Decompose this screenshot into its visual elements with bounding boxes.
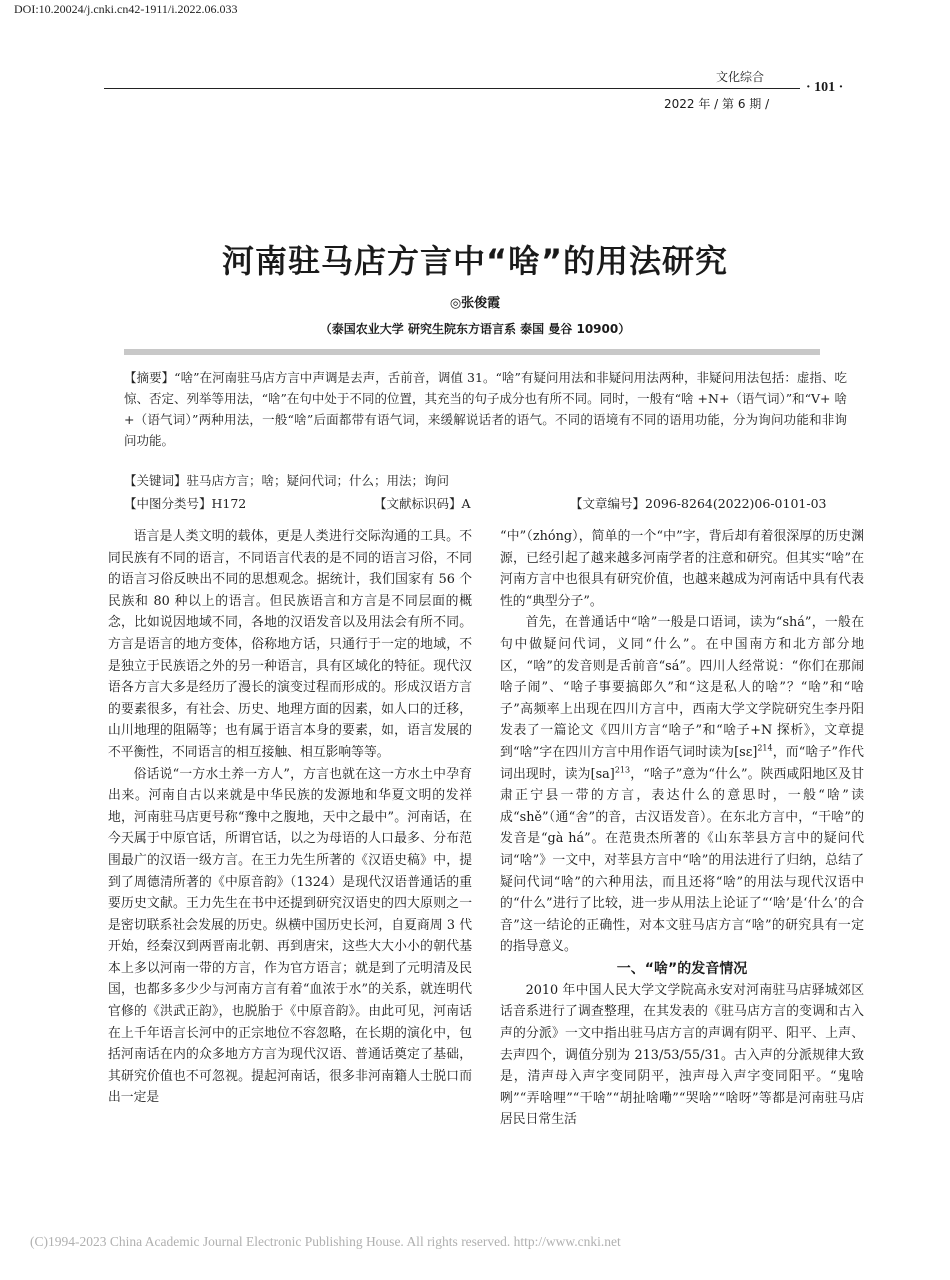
header-rule: [104, 88, 800, 89]
journal-section: 文化综合: [716, 70, 765, 84]
page-number: · 101 ·: [806, 80, 844, 95]
copyright-footer: (C)1994-2023 China Academic Journal Electronic Publishing House. All rights reserved. http://www.cnki.net: [30, 1234, 621, 1249]
body-paragraph: 首先，在普通话中“啥”一般是口语词，读为“shá”，一般在句中做疑问代词，义同“什么”。在中国南方和北方部分地区，“啥”的发音则是舌前音“sá”。四川人经常说：“你们在那闹啥子闹”、“啥子事要搞郎久”和“这是私人的啥”？“啥”和“啥子”高频率上出现在四川方言中，西南大学文学院研究生李丹阳发表了一篇论文《四川方言“啥子”和“啥子+N 探析》，文章提到“啥”字在四川方言中用作语气词时读为[sɛ]$^{214}$，而“啥子”作代词出现时，读为[sa]$^{213}$，“啥子”意为“什么”。陕西咸阳地区及甘肃正宁县一带的方言，表达什么的意思时，一般“啥”读成“shě”（通“舍”的音，古汉语发音）。在东北方言中，“干啥”的发音是“gà há”。在范贵杰所著的《山东莘县方言中的疑问代词“啥”》一文中，对莘县方言中“啥”的用法进行了归纳，总结了疑问代词“啥”的六种用法，而且还将“啥”的用法与现代汉语中的“什么”进行了比较，进一步从用法上论证了“‘啥’是‘什么’的合音”这一结论的正确性，对本文驻马店方言“啥”的研究具有一定的指导意义。: [500, 615, 864, 955]
document-code: 【文献标识码】A: [374, 496, 471, 511]
article-title: 河南驻马店方言中“啥”的用法研究: [221, 242, 729, 280]
body-paragraph: “中”（zhóng），简单的一个“中”字，背后却有着很深厚的历史渊源，已经引起了越来越多河南学者的注意和研究。但其实“啥”在河南方言中也很具有研究价值，也越来越成为河南话中具有代表性的“典型分子”。: [500, 529, 864, 609]
keywords: 【关键词】驻马店方言；啥；疑问代词；什么；用法；询问: [124, 473, 450, 488]
affiliation: （泰国农业大学 研究生院东方语言系 泰国 曼谷 10900）: [319, 322, 631, 336]
body-paragraph: 2010 年中国人民大学文学院高永安对河南驻马店驿城郊区话音系进行了调查整理，在其发表的《驻马店方言的变调和古入声的分派》一文中指出驻马店方言的声调有阴平、阳平、上声、去声四个，调值分别为 213/53/55/31。古入声的分派规律大致是，清声母入声字变同阴平，浊声母入声字变同阳平。“鬼啥咧”“弄啥哩”“干啥”“胡扯啥嘞”“哭啥”“啥呀”等都是河南驻马店居民日常生活: [500, 982, 864, 1128]
abstract: [124, 367, 847, 451]
body-column-right: [500, 526, 864, 1131]
abstract-text: 【摘要】“啥”在河南驻马店方言中声调是去声，舌前音，调值 31。“啥”有疑问用法和非疑问用法两种，非疑问用法包括：虚指、吃惊、否定、列举等用法，“啥”在句中处于不同的位置，其充当的句子成分也有所不同。同时，一般有“啥 +N+（语气词）”和“V+ 啥 +（语气词）”两种用法，一般“啥”后面都带有语气词，来缓解说话者的语气。不同的语境有不同的语用功能，分为询问功能和非询问功能。: [124, 370, 847, 448]
article-number: 【文章编号】2096-8264(2022)06-0101-03: [570, 496, 827, 511]
body-paragraph: 语言是人类文明的载体，更是人类进行交际沟通的工具。不同民族有不同的语言，不同语言代表的是不同的语言习俗，不同的语言习俗反映出不同的思想观念。据统计，我们国家有 56 个民族和 80 种以上的语言。但民族语言和方言是不同层面的概念，比如说因地域不同，各地的汉语发音以及用法会有所不同。方言是语言的地方变体，俗称地方话，只通行于一定的地域，不是独立于民族语之外的另一种语言，具有区域化的特征。现代汉语各方言大多是经历了漫长的演变过程而形成的。形成汉语方言的要素很多，有社会、历史、地理方面的因素，如人口的迁移，山川地理的阻隔等；也有属于语言本身的要素，如，语言发展的不平衡性，不同语言的相互接触、相互影响等等。: [108, 529, 472, 760]
title-divider: [124, 349, 820, 355]
doi-line: DOI:10.20024/j.cnki.cn42-1911/i.2022.06.033: [14, 2, 238, 16]
clc-number: 【中图分类号】H172: [124, 496, 247, 511]
issue-info: 2022 年 / 第 6 期 /: [664, 97, 770, 111]
body-column-left: [108, 526, 472, 1109]
author: ◎张俊霞: [449, 296, 501, 311]
section-heading: 一、“啥”的发音情况: [616, 960, 748, 977]
body-paragraph: 俗话说“一方水土养一方人”，方言也就在这一方水土中孕育出来。河南自古以来就是中华民族的发源地和华夏文明的发祥地，河南驻马店更号称“豫中之腹地，天中之最中”。河南话，在今天属于中原官话，所谓官话，以之为母语的人口最多、分布范围最广的汉语一级方言。在王力先生所著的《汉语史稿》中，提到了周德清所著的《中原音韵》（1324）是现代汉语普通话的重要历史文献。王力先生在书中还提到研究汉语史的四大原则之一是密切联系社会发展的历史。纵横中国历史长河，自夏商周 3 代开始，经秦汉到两晋南北朝、再到唐宋，这些大大小小的朝代基本上多以河南一带的方言，作为官方语言；就是到了元明清及民国，也都多多少少与河南方言有着“血浓于水”的关系，就连明代官修的《洪武正韵》，也脱胎于《中原音韵》。由此可见，河南话在上千年语言长河中的正宗地位不容忽略，在长期的演化中，包括河南话在内的众多地方方言为现代汉语、普通话奠定了基础，其研究价值也不可忽视。提起河南话，很多非河南籍人士脱口而出一定是: [108, 766, 472, 1106]
